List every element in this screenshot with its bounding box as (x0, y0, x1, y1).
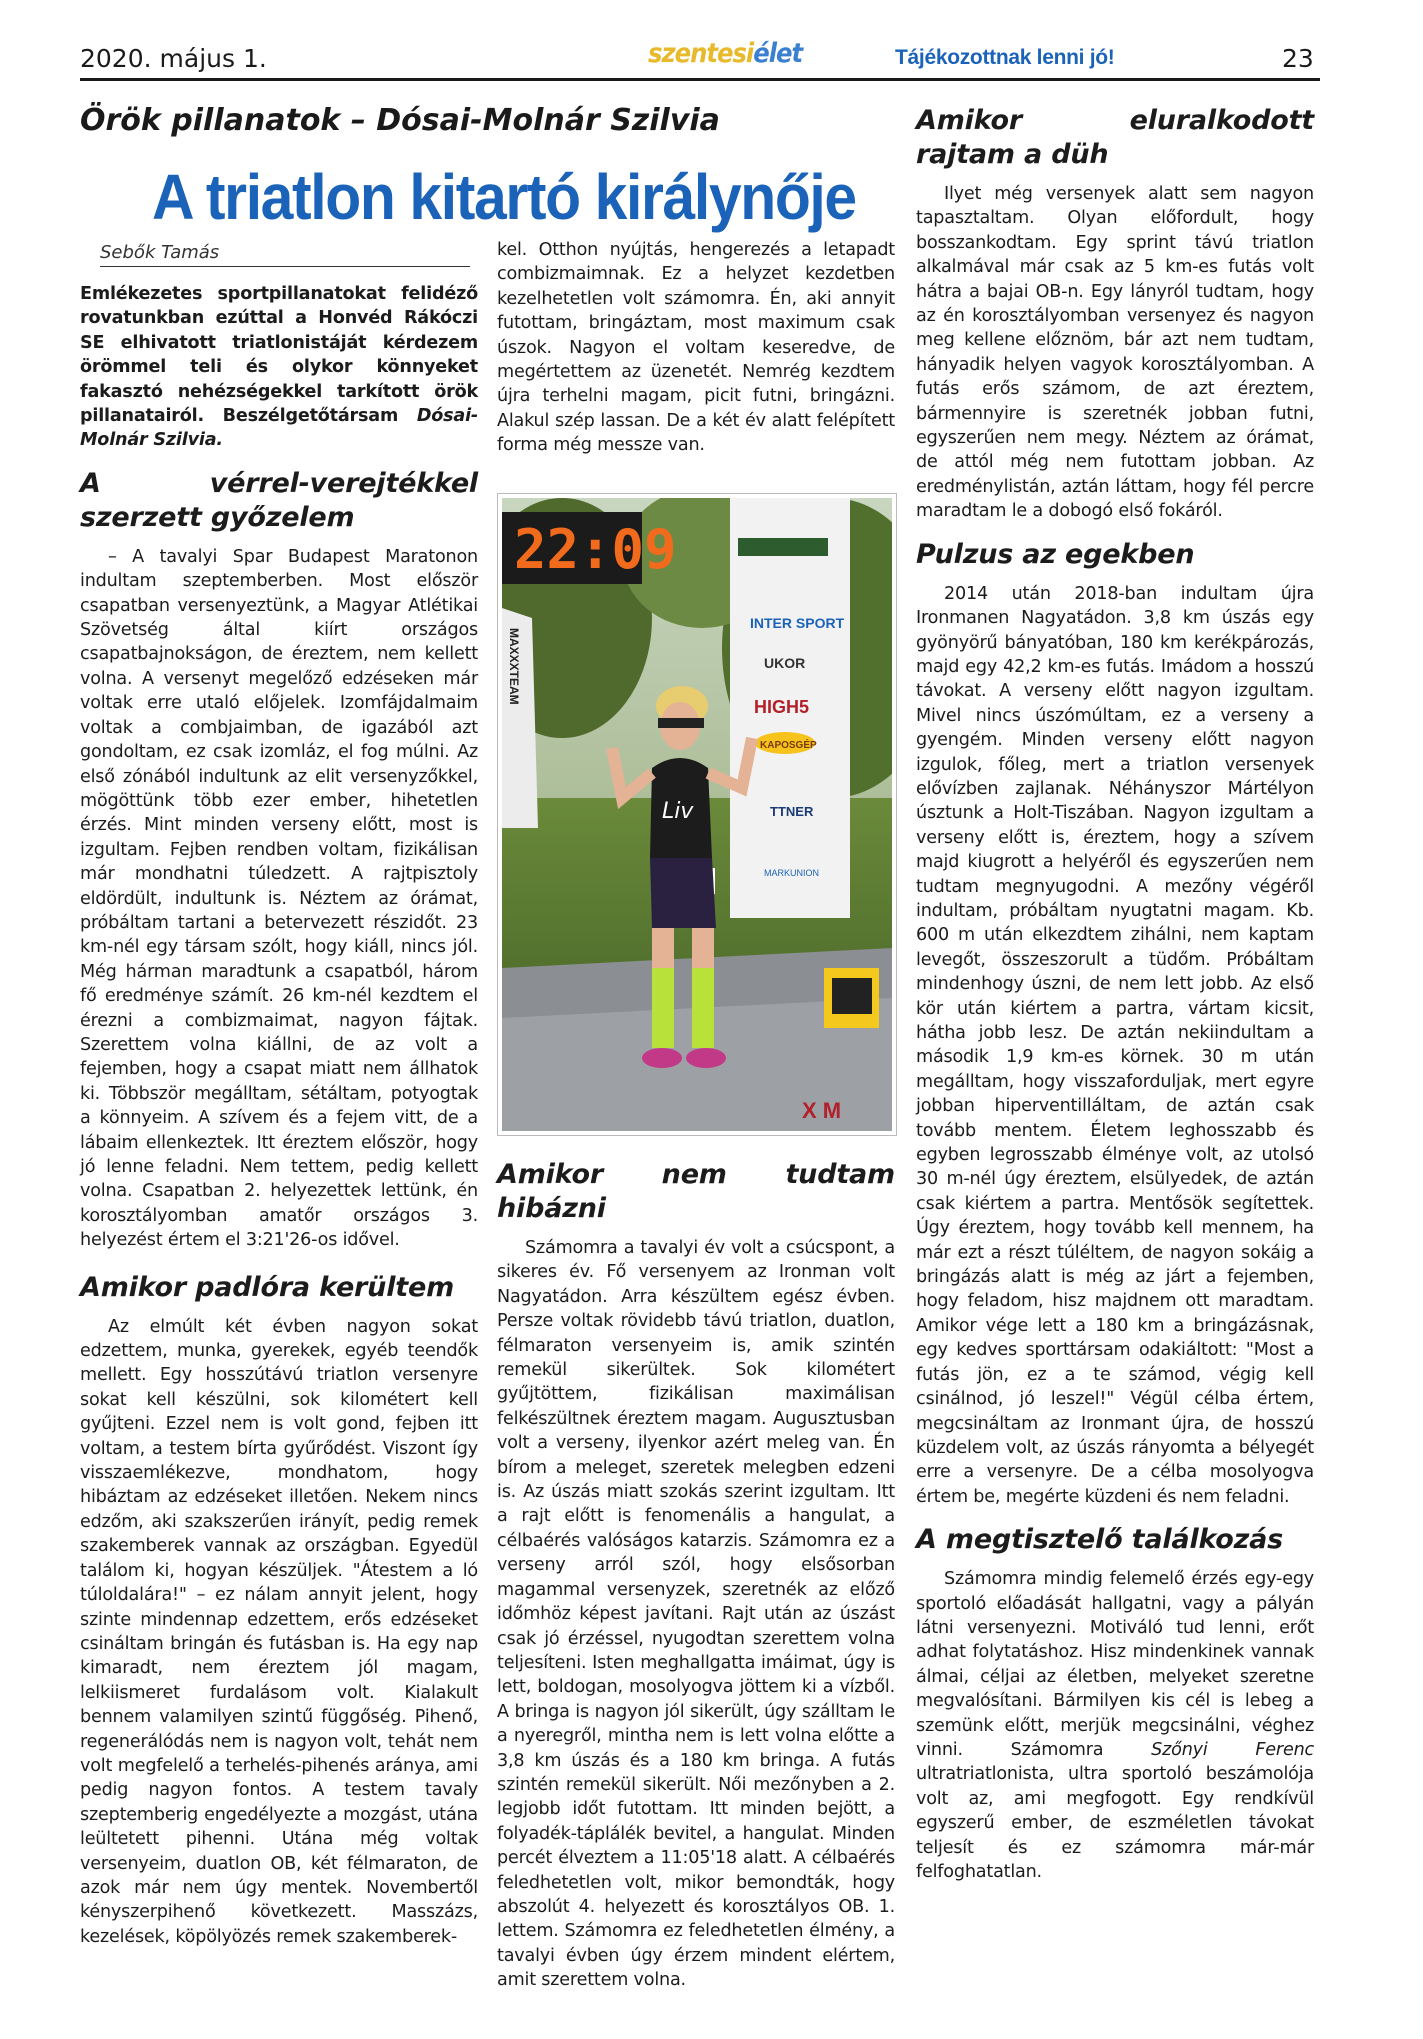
logo-part-1: szentesi (648, 38, 754, 69)
section-2-paragraph: Az elmúlt két évben nagyon sokat edzettem, munka, gyerekek, egyéb teendők mellett. Egy hosszútávú triatlon versenyre sokat kell készülni, sok kilométert kell gyűjteni. Ezzel nem is volt gond, fejben itt voltam, a testem bírta gyűrődést. Viszont így visszaemlékezve, mondhatom, hogy hibáztam az edzéseket illetően. Nekem nincs edzőm, aki szakszerűen irányít, pedig remek szakemberek vannak az országban. Egyedül találom ki, hogyan készüljek. "Átestem a ló túloldalára!" – ez nálam annyit jelent, hogy szinte mindennap edzettem, erős edzéseket csináltam bringán és futásban is. Ha egy nap kimaradt, nem éreztem jól magam, lelkiismeret furdalásom volt. Kialakult bennem valamilyen szintű függőség. Pihenő, regenerálódás nem is nagyon volt, tehát nem volt megfelelő a terhelés-pihenés aránya, ami pedig nagyon fontos. A testem tavaly szeptemberig engedélyezte a mozgást, utána leültetett pihenni. Utána még voltak versenyeim, duatlon OB, két félmaraton, de azok már nem úgy mentek. Novembertől kényszerpihenő következett. Masszázs, kezelések, köpölyözés remek szakemberek- (80, 1316, 478, 1947)
banner-1: INTER SPORT (750, 615, 845, 631)
header-rule (80, 78, 1320, 81)
banner-6: MARKUNION (764, 868, 820, 878)
section-heading-5: Pulzus az egekben (916, 538, 1195, 570)
section-6-text-b: ultratriatlonista, ultra sportoló beszámolója volt az, ami megfogott. Egy rendkívül egyszerű ember, de eszméletlen távokat teljesít és ez számomra már-már felfoghatatlan. (916, 1764, 1314, 1882)
section-heading-2: Amikor padlóra kerültem (80, 1271, 455, 1303)
slogan: Tájékozottnak lenni jó! (895, 46, 1115, 69)
photo-watermark: X M (802, 1098, 842, 1123)
article-title: A triatlon kitartó királynője (152, 161, 856, 233)
clock-display: 22:09 (514, 518, 677, 581)
author-rule (100, 266, 470, 267)
banner-3: HIGH5 (754, 697, 810, 717)
issue-date: 2020. május 1. (80, 44, 267, 73)
column-1 (80, 282, 478, 1949)
section-heading-1: A vérrel-verejtékkel szerzett győzelem (80, 467, 478, 533)
photo-illustration (502, 498, 892, 1131)
section-6-text-a: Számomra mindig felemelő érzés egy-egy sportoló előadását hallgatni, vagy a pályán látni versenyezni. Motiváló tud lenni, erőt adhat folytatáshoz. Hisz mindenkinek vannak álmai, céljai az életben, melyeket szeretne megvalósítani. Bármilyen kis cél is lebeg a szemünk előtt, merjük megcsinálni, véghez vinni. Számomra (916, 1569, 1314, 1760)
section-heading-3: Amikor nem tudtam hibázni (497, 1159, 895, 1224)
svg-text:Liv: Liv (662, 799, 694, 824)
section-1-paragraph: – A tavalyi Spar Budapest Maratonon indultam szeptemberben. Most először csapatban versenyeztünk, a Magyar Atlétikai Szövetség által kiírt országos csapatbajnokságon, de éreztem, nem kellett volna. A versenyt megelőző edzéseken már voltak erre utaló előjelek. Izomfájdalmaim voltak a combjaimban, de igazából azt gondoltam, ez csak izomláz, el fog múlni. Az első zónából indultunk az elit versenyzőkkel, mögöttünk több ezer ember, hihetetlen érzés. Mint minden verseny előtt, most is izgultam. Fejben rendben voltam, fizikálisan már mondhatni túledzett. A rajtpisztoly eldördült, indultunk is. Néztem az órámat, próbáltam tartani a betervezett részidőt. 23 km-nél egy társam szólt, hogy kiáll, nincs jól. Még hárman maradtunk a csapatból, három fő eredménye számít. 26 km-nél kezdtem el érezni a combizmaimat, nagyon fájtak. Szerettem volna kiállni, de az volt a fejemben, hogy a csapat miatt nem állhatok ki. Többször megálltam, sétáltam, potyogtak a könnyeim. A szívem és a fejem vitt, de a lábaim ellenkeztek. Itt éreztem először, hogy jó lenne feladni. Nem tettem, pedig kellett volna. Csapatban 2. helyezettek lettünk, én korosztályomban amatőr országos 3. helyezést értem el 3:21'26-os idővel. (80, 546, 478, 1251)
column-3 (916, 104, 1314, 1884)
column-2-continuation: kel. Otthon nyújtás, hengerezés a letapadt combizmaimnak. Ez a helyzet kezdetben kezelhetetlen volt számomra. Én, aki annyit futottam, bringáztam, most maximum csak úszok. Nagyon el voltam keseredve, de megértettem az üzenetét. Nemrég kezdtem újra terhelni magam, picit futni, bringázni. Alakul szép lassan. De a két év alatt felépített forma még messze van. (497, 240, 895, 456)
newspaper-logo (648, 38, 802, 69)
logo-part-2: élet (753, 38, 803, 69)
section-4-paragraph: Ilyet még versenyek alatt sem nagyon tapasztaltam. Olyan előfordult, hogy bosszankodtam. Egy sprint távú triatlon alkalmával már csak az 5 km-es futás volt hátra a bajai OB-n. Egy lányról tudtam, hogy az én korosztályomban versenyez és nagyon meg kellene előznöm, bár azt nem tudtam, hányadik helyen vagyok korosztályomban. A futás erős számom, de azt éreztem, bármennyire is szeretnék jobban futni, egyszerűen nem megy. Néztem az órámat, de attól még nem futottam jobban. Az eredménylistán, aztán láttam, hogy fél percre maradtam le a dobogó első fokáról. (916, 184, 1314, 522)
column-2-top (497, 238, 895, 458)
banner-2: UKOR (764, 655, 806, 671)
section-6-name: Szőnyi Ferenc (1151, 1739, 1314, 1760)
section-heading-6: A megtisztelő találkozás (916, 1524, 1284, 1556)
banner-5: TTNER (770, 804, 814, 819)
left-banner: MAXXXTEAM (507, 628, 521, 705)
athlete-photo (502, 498, 892, 1131)
section-5-paragraph: 2014 után 2018-ban indultam újra Ironmanen Nagyatádon. 3,8 km úszás egy gyönyörű bányatóban, 180 km kerékpározás, majd egy 42,2 km-es futás. Imádom a hosszú távokat. A verseny előtt nagyon izgultam. Mivel nincs úszómúltam, ez a verseny a gyengém. Minden verseny előtt nagyon izgulok, főleg, mert a triatlon versenyek elővízben zajlanak. Néhányszor Mártélyon úsztunk a Holt-Tiszában. Nagyon izgultam a verseny előtt is, éreztem, hogy a szívem majd kiugrott a helyéről és egyszerűen nem tudtam megnyugodni. A mezőny végéről indultam, próbáltam nyugtatni magam. Kb. 600 m után elkezdtem zihálni, nem kaptam levegőt, összeszorult a tüdőm. Próbáltam mindenhogy úszni, de nem lett jobb. Az első kör után kiértem a partra, vártam kicsit, hátha jobb lesz. De aztán nekiindultam a második 1,9 km-es körnek. 30 m után megálltam, hogy visszaforduljak, mert egyre jobban hiperventilláltam, de aztán csak tovább mentem. Életem leghosszabb és egyben legrosszabb élménye volt, az utolsó 30 m-nél úgy éreztem, elsülyedek, de aztán csak kiértem a partra. Mentősök segítettek. Úgy éreztem, hogy tovább kell mennem, ha már ezt a részt túléltem, de nagyon sokáig a bringázás alatt is még az járt a fejemben, hogy feladom, hisz majdnem ott maradtam. Amikor vége lett a 180 km a bringázásnak, egy kedves sporttársam odakiáltott: "Most a futás jön, ez a te számod, végig kell csinálnod, jó leszel!" Végül célba értem, megcsináltam az Ironmant újra, de hosszú küzdelem volt, az úszás rányomta a bélyegét erre a versenyre. De a célba mosolyogva értem be, megérte küzdeni és nem feladni. (916, 583, 1314, 1507)
banner-4: KAPOSGÉP (760, 740, 817, 751)
lead-paragraph (80, 282, 478, 453)
section-3-paragraph: Számomra a tavalyi év volt a csúcspont, a sikeres év. Fő versenyem az Ironman volt Nagyatádon. Arra készültem egész évben. Persze voltak rövidebb távú triatlon, duatlon, félmaraton versenyeim is, amik szintén remekül sikerültek. Sok kilométert gyűjtöttem, fizikálisan maximálisan felkészültnek éreztem magam. Augusztusban volt a verseny, ilyenkor azért meleg van. Én bírom a meleget, szeretek melegben edzeni is. Az úszás miatt szokás szerint izgultam. Itt a rajt előtt is fenomenális a hangulat, a célbaérés valóságos katarzis. Számomra ez a verseny arról szól, hogy elsősorban magammal versenyzek, szeretnék az előző időmhöz képest javítani. Rajt után az úszást csak jó érzéssel, nyugodtan szerettem volna teljesíteni. Isten meghallgatta imáimat, úgy is lett, boldogan, mosolyogva jöttem ki a vízből. A bringa is nagyon jól sikerült, úgy szálltam le a nyeregről, mintha nem is lett volna előtte a 3,8 km úszás és a 180 km bringa. A futás szintén remekül sikerült. Női mezőnyben a 2. legjobb időt futottam. Itt minden bejött, a folyadék-táplálék bevitel, a hangulat. Minden percét élveztem a 11:05'18 alatt. A célbaérés feledhetetlen volt, mikor bemondták, hogy abszolút 4. helyezett és korosztályos OB. 1. lettem. Számomra ez feledhetetlen élmény, a tavalyi évben úgy érzem mindent elértem, amit szerettem volna. (497, 1238, 895, 1991)
lead-text: Emlékezetes sportpillanatokat felidéző rovatunkban ezúttal a Honvéd Rákóczi SE elhivatott triatlonistáját kérdezem örömmel teli és olykor könnyeket fakasztó nehézségekkel tarkított örök pillanatairól. Beszélgetőtársam (80, 284, 478, 427)
section-6-paragraph (916, 1567, 1314, 1884)
column-2-bottom (497, 1158, 895, 1993)
article-kicker: Örök pillanatok – Dósai-Molnár Szilvia (80, 103, 720, 138)
author: Sebők Tamás (100, 242, 220, 263)
section-heading-4: Amikor eluralkodott rajtam a düh (916, 105, 1314, 170)
lead-name: Dósai-Molnár Szilvia. (80, 406, 478, 451)
photo-frame (497, 493, 897, 1136)
page-number: 23 (1282, 44, 1314, 73)
